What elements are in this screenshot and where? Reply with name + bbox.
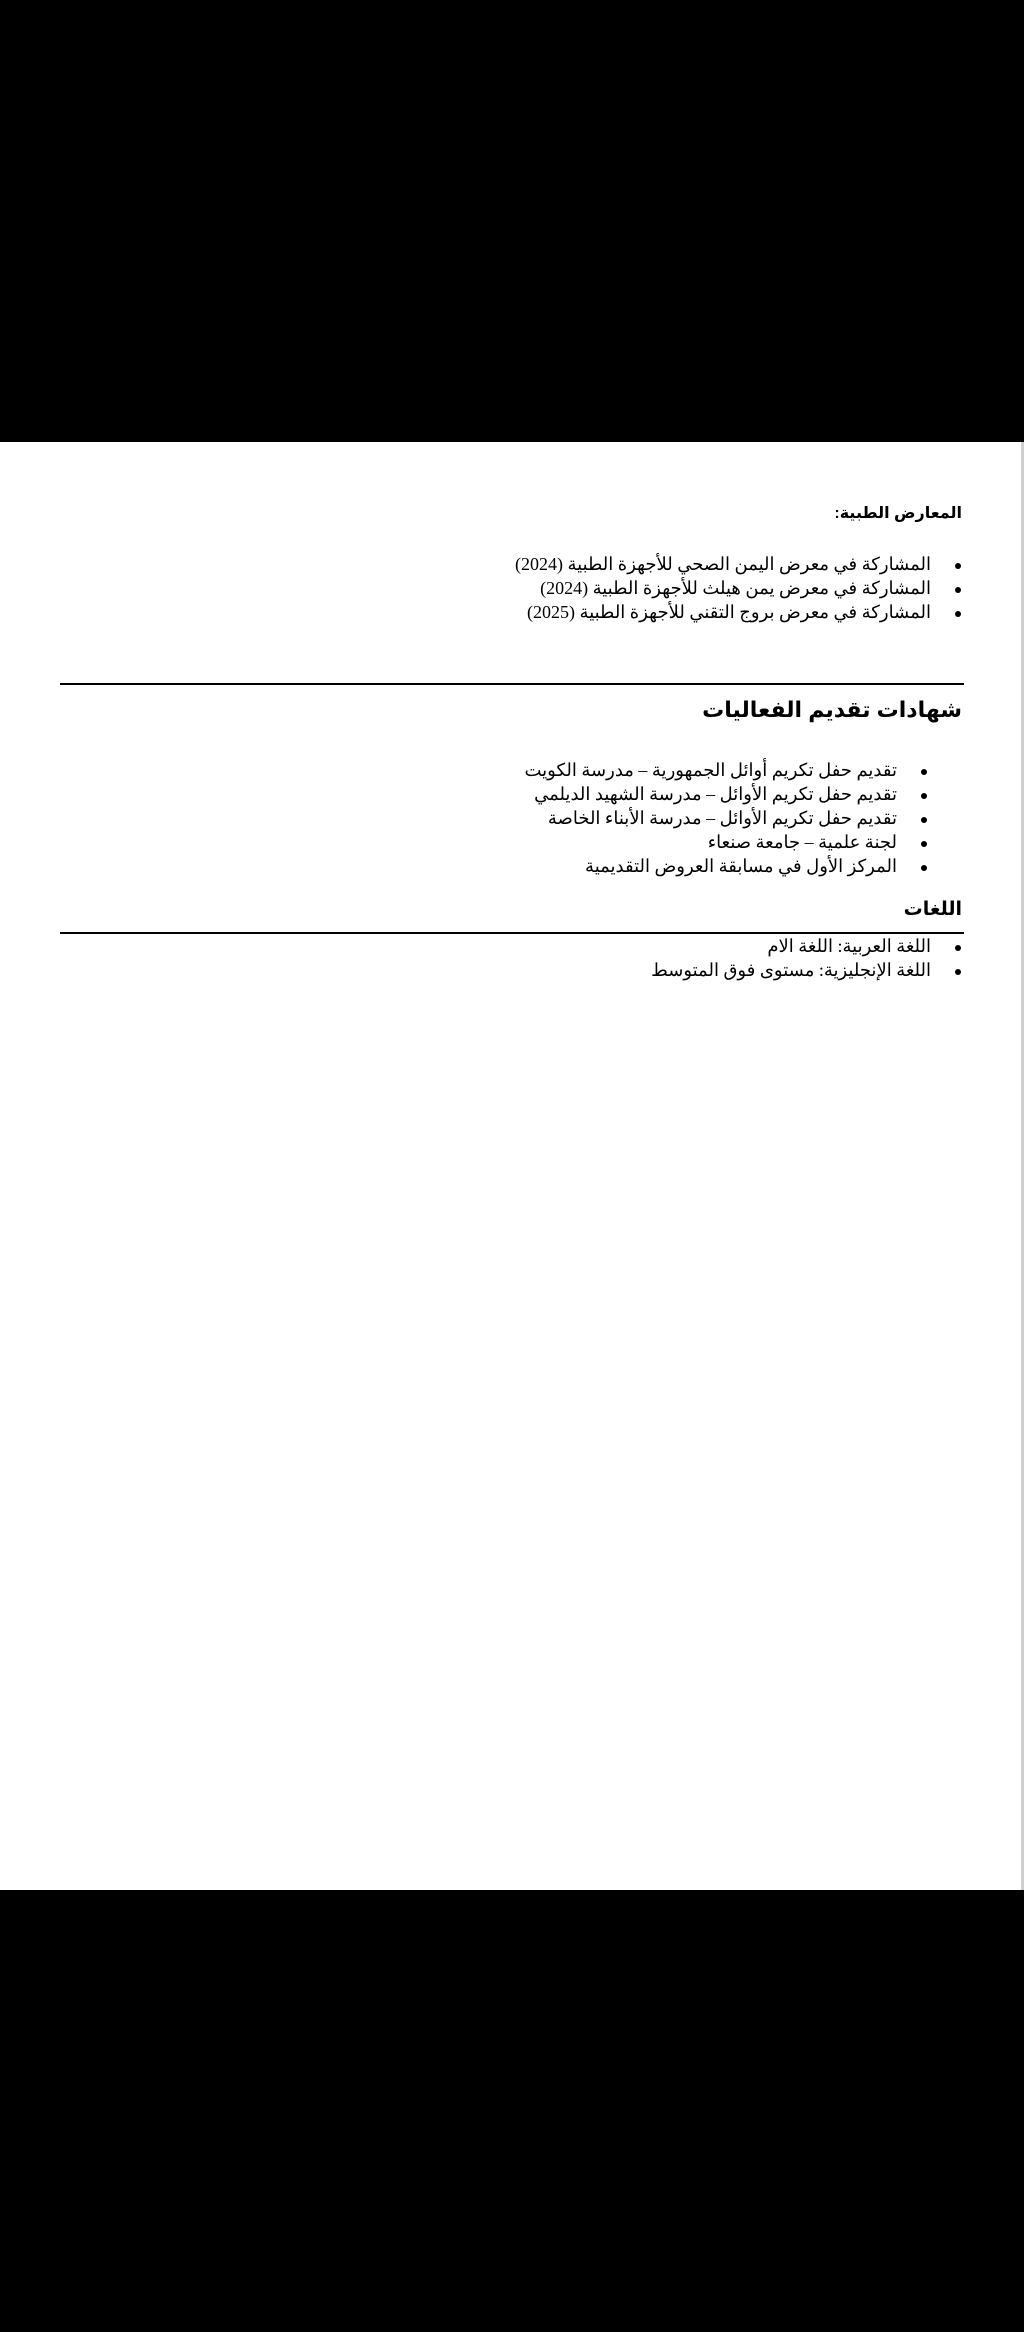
- events-certificates-list: [524, 758, 897, 878]
- bullet-icon: [955, 587, 961, 593]
- events-certificates-heading: شهادات تقديم الفعاليات: [702, 697, 962, 722]
- bullet-icon: [921, 865, 927, 871]
- list-item-text: تقديم حفل تكريم الأوائل – مدرسة الشهيد الديلمي: [534, 784, 897, 804]
- list-item-text: لجنة علمية – جامعة صنعاء: [707, 832, 897, 852]
- bullet-icon: [955, 945, 961, 951]
- list-item-text: المشاركة في معرض اليمن الصحي للأجهزة الطبية (2024): [515, 554, 931, 574]
- bottom-black-margin: [0, 1890, 1024, 2332]
- document-page: [0, 442, 1024, 1890]
- list-item: [515, 600, 931, 624]
- list-item: [651, 958, 931, 982]
- list-item: [524, 830, 897, 854]
- list-item: [524, 806, 897, 830]
- exhibitions-list: [515, 552, 931, 624]
- top-black-margin: [0, 0, 1024, 442]
- list-item-text: تقديم حفل تكريم الأوائل – مدرسة الأبناء الخاصة: [547, 808, 897, 828]
- list-item: [524, 782, 897, 806]
- list-item: [515, 552, 931, 576]
- bullet-icon: [955, 969, 961, 975]
- list-item-text: اللغة الإنجليزية: مستوى فوق المتوسط: [651, 960, 931, 980]
- bullet-icon: [921, 817, 927, 823]
- languages-heading: اللغات: [903, 899, 962, 920]
- bullet-icon: [921, 769, 927, 775]
- list-item-text: اللغة العربية: اللغة الام: [767, 936, 931, 956]
- bullet-icon: [955, 611, 961, 617]
- list-item: [524, 758, 897, 782]
- bullet-icon: [955, 563, 961, 569]
- exhibitions-heading: المعارض الطبية:: [834, 505, 962, 522]
- list-item: [651, 934, 931, 958]
- section-divider: [60, 683, 964, 685]
- list-item: [515, 576, 931, 600]
- list-item-text: المشاركة في معرض يمن هيلث للأجهزة الطبية (2024): [540, 578, 931, 598]
- list-item-text: المشاركة في معرض بروج التقني للأجهزة الطبية (2025): [527, 602, 931, 622]
- bullet-icon: [921, 841, 927, 847]
- list-item-text: المركز الأول في مسابقة العروض التقديمية: [585, 856, 897, 876]
- languages-list: [651, 934, 931, 982]
- bullet-icon: [921, 793, 927, 799]
- list-item-text: تقديم حفل تكريم أوائل الجمهورية – مدرسة الكويت: [524, 760, 897, 780]
- list-item: [524, 854, 897, 878]
